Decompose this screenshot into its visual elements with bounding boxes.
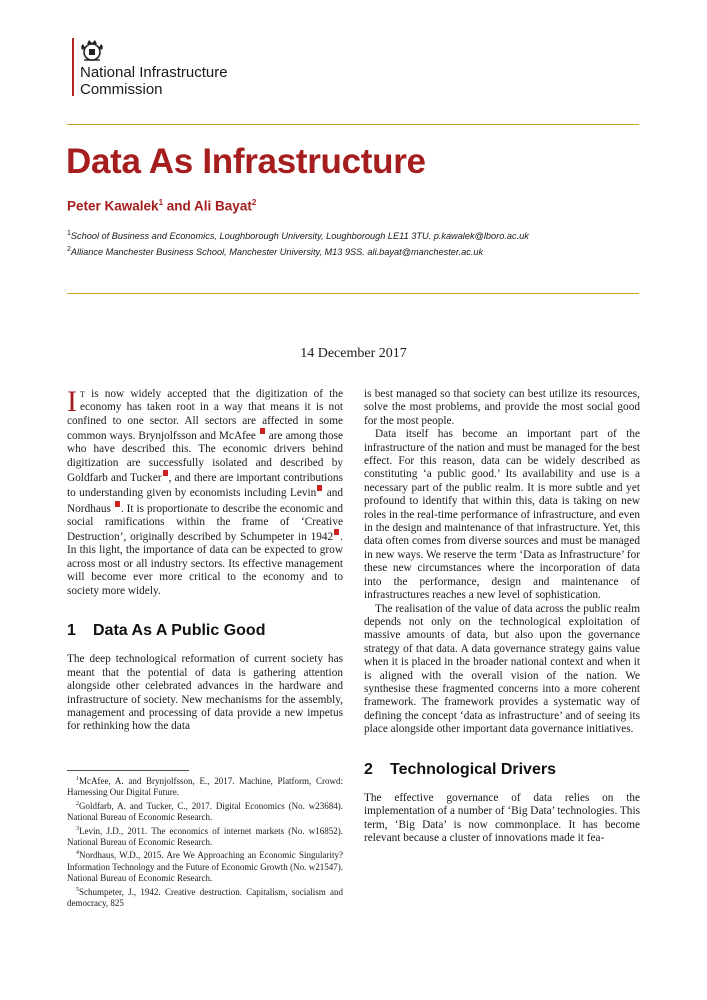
- body-paragraph: The realisation of the value of data across the public realm depends not only on the technological exploitation of massive amounts of data, but also upon the governance strategy of that data. A data governance strategy gains value when it is placed in the broader national context and when it is aligned with the overall vision of the nation. We synthesise these fragmented concerns into a more coherent framework. The framework provides a systematic way of defining the concept ‘data as infrastructure’ and of seeing its place alongside other important data governance initiatives.: [364, 602, 640, 736]
- footnotes: [67, 770, 343, 909]
- author-mark: 2: [251, 198, 257, 207]
- royal-crest-icon: [78, 36, 106, 64]
- footnote-mark: 1: [76, 776, 79, 782]
- left-column: [67, 385, 344, 734]
- body-paragraph: Data itself has become an important part of the infrastructure of the nation and must be managed for the best effect. For this reason, data can be widely described as constituting ‘a public good.’ Its availability and use is a necessary part of the public realm. It is more subtle and yet profound to identify that within this, data is taking on new roles in the real-time performance of infrastructure, and even in the design and maintenance of that infrastructure. Yet, this data often comes from diverse sources and must be managed in new ways. We reserve the term ‘Data as Infrastructure’ for these new circumstances where the incorporation of data into the performance, design and maintenance of infrastructures reaches a new level of sophistication.: [364, 428, 640, 602]
- intro-text-4: and Nordhaus: [67, 487, 344, 515]
- footnote: [67, 885, 343, 910]
- affiliation-text: School of Business and Economics, Loughborough University, Loughborough LE11 3TU. p.kawalek@lboro.ac.uk: [70, 231, 529, 242]
- paper-title: Data As Infrastructure: [66, 142, 426, 181]
- footnote-mark: 3: [76, 825, 79, 832]
- intro-text-2: are among those who have described this. The economic drivers behind digitization are successfully isolated and described by Goldfarb and Tucker: [67, 429, 343, 484]
- footnote-text: Schumpeter, J., 1942. Creative destruction. Capitalism, socialism and democracy, 825: [67, 886, 343, 909]
- footnote-text: McAfee, A. and Brynjolfsson, E., 2017. Machine, Platform, Crowd: Harnessing Our Digital Future.: [67, 776, 343, 798]
- author-mark: 1: [158, 198, 164, 207]
- right-column: [364, 388, 640, 846]
- footnote: [67, 799, 343, 824]
- affiliation-text: Alliance Manchester Business School, Manchester University, M13 9SS. ali.bayat@manchester.ac.uk: [70, 247, 484, 258]
- footnote-text: Goldfarb, A. and Tucker, C., 2017. Digital Economics (No. w23684). National Bureau of Economic Research.: [67, 800, 343, 823]
- intro-text-6: . In this light, the importance of data can be expected to grow across most or all industry sectors. Its effective management will become ever more critical to the economy and to society more widely.: [67, 530, 343, 597]
- body-paragraph: is best managed so that society can best utilize its resources, solve the most problems, and provide the most social good for the most people.: [364, 388, 640, 427]
- drop-cap: I: [67, 385, 77, 418]
- footnote-text: Levin, J.D., 2011. The economics of internet markets (No. w16852). National Bureau of Economic Research.: [67, 825, 343, 848]
- footnote-link-1[interactable]: [260, 428, 265, 434]
- affiliation: [67, 246, 483, 257]
- affiliation-mark: 2: [67, 246, 71, 253]
- author-join: and: [166, 198, 191, 214]
- section-heading: [364, 760, 640, 778]
- footnote-link-3[interactable]: [317, 485, 322, 491]
- footnote-mark: 5: [76, 886, 79, 893]
- footnote-rule: [67, 770, 189, 771]
- intro-text-3: , and there are important contributions to understanding given by economists including Levin: [67, 471, 343, 500]
- author-name: Ali Bayat: [194, 198, 252, 214]
- section-number: 1: [67, 621, 76, 639]
- intro-text-1: is now widely accepted that the digitization of the economy has taken root in a way that means it is not confined to one sector. All sectors are affected in some common ways. Brynjolfsson and McAfee: [67, 388, 343, 442]
- section-title: Technological Drivers: [390, 760, 556, 778]
- organization-name: [80, 64, 228, 98]
- section-title: Data As A Public Good: [93, 621, 266, 639]
- section-number: 2: [364, 760, 373, 778]
- affiliation-mark: 1: [67, 230, 71, 237]
- footnote-text: Nordhaus, W.D., 2015. Are We Approaching an Economic Singularity? Information Technology and the Future of Economic Growth (No. w21547). National Bureau of Economic Research.: [67, 850, 343, 884]
- body-paragraph: The effective governance of data relies on the implementation of a number of ‘Big Data’ technologies. This term, ‘Big Data’ is now commonplace. It has become relevant because a cluster of innovations made it fea-: [364, 791, 640, 845]
- org-name-line2: Commission: [80, 81, 163, 98]
- section-heading: [67, 621, 343, 639]
- intro-paragraph: [67, 385, 344, 598]
- footnote-mark: 2: [76, 800, 79, 807]
- footnote-link-2[interactable]: [163, 470, 168, 476]
- footnote-link-5[interactable]: [334, 529, 339, 535]
- body-paragraph: The deep technological reformation of current society has meant that the potential of data is gathering attention alongside other celebrated advances in the hardware and infrastructure of society. New mechanisms for the assembly, management and processing of data provide a new impetus for rethinking how the data: [67, 653, 343, 733]
- title-block-rule: [67, 293, 639, 294]
- footnote-mark: 4: [76, 850, 79, 857]
- footnote: [67, 774, 343, 799]
- intro-smallcaps: t: [80, 388, 85, 400]
- org-name-line1: National Infrastructure: [80, 64, 228, 81]
- header-rule: [67, 124, 639, 125]
- intro-text-5: . It is proportionate to describe the economic and social ramifications within the frame of ‘Creative Destruction’, originally described by Schumpeter in 1942: [67, 502, 343, 543]
- footnote: [67, 848, 343, 884]
- author-list: [67, 198, 256, 214]
- affiliation: [67, 230, 529, 241]
- publication-date: 14 December 2017: [300, 346, 407, 361]
- footnote-link-4[interactable]: [115, 501, 120, 507]
- logo-divider: [72, 38, 74, 96]
- footnote: [67, 824, 343, 849]
- author-name: Peter Kawalek: [67, 198, 159, 214]
